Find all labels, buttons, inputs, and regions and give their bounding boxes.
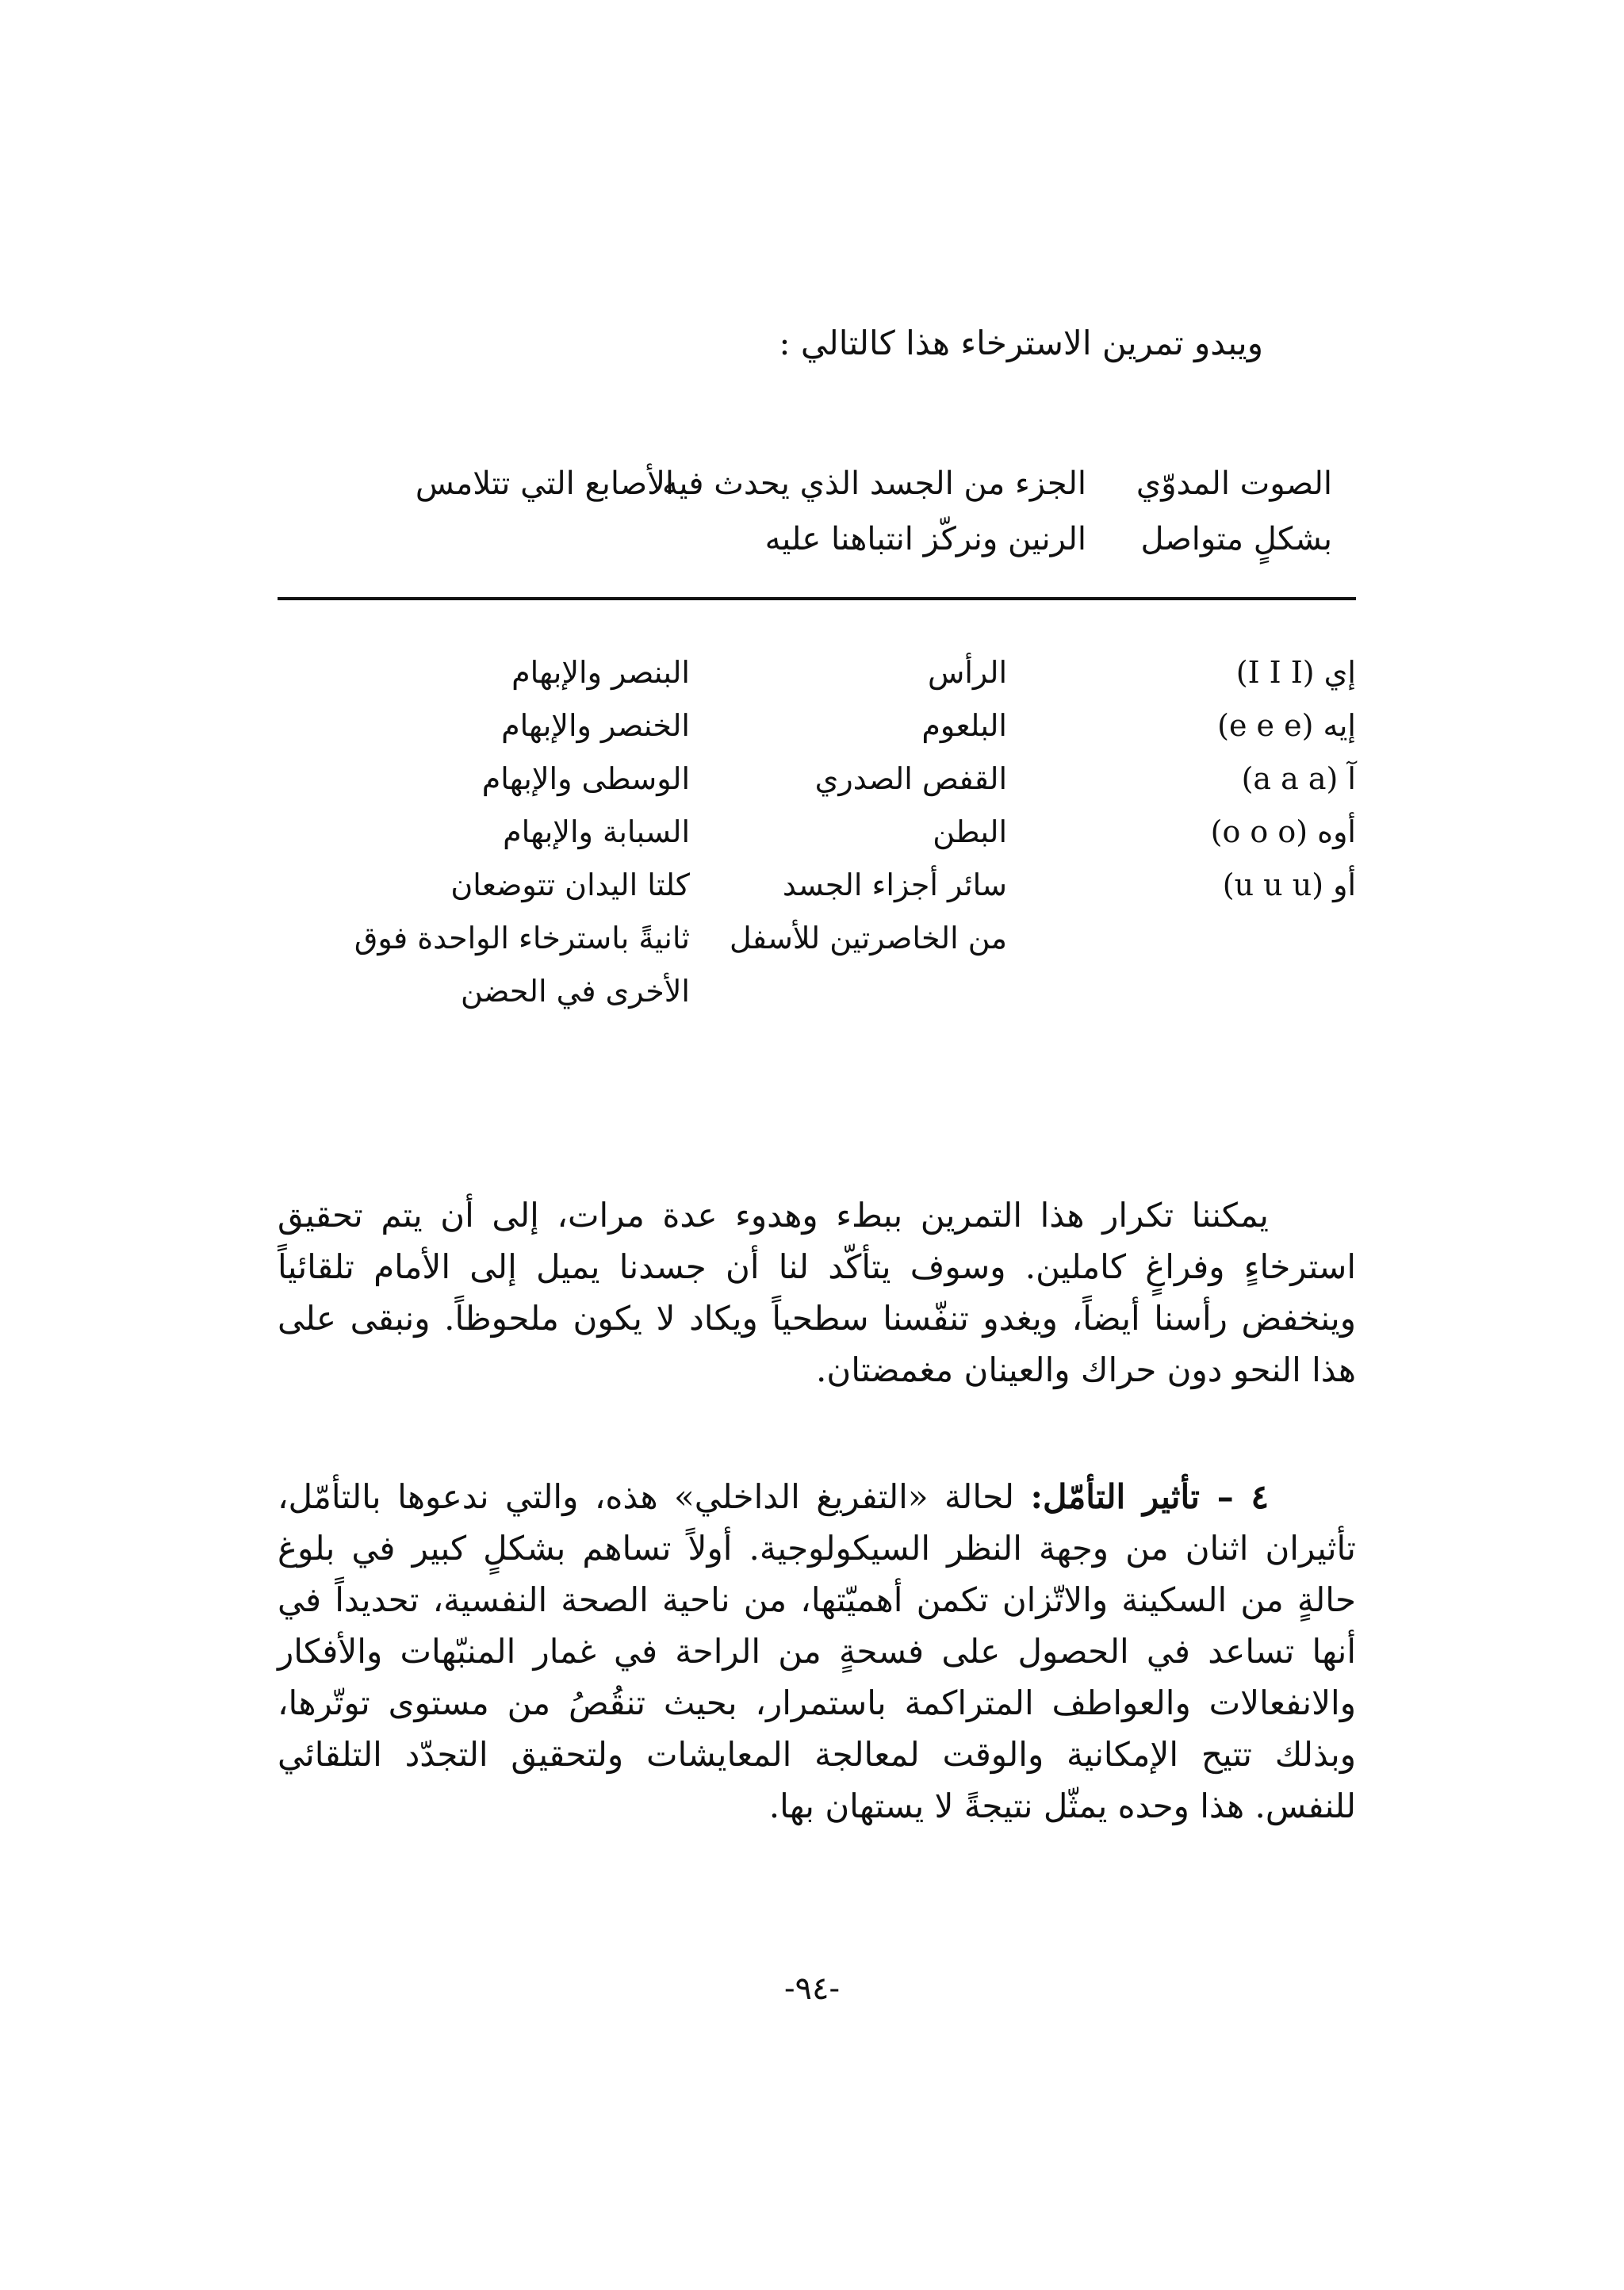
paragraph-relaxation: يمكننا تكرار هذا التمرين ببطء وهدوء عدة مرات، إلى أن يتم تحقيق استرخاءٍ وفراغٍ كاملين. وسوف يتأكّد لنا أن جسدنا يميل إلى الأمام تلقائياً وينخفض رأسنا أيضاً، ويغدو تنفّسنا سطحياً ويكاد لا يكون ملحوظاً. ونبقى على هذا النحو دون حراك والعينان مغمضتان. [278, 1196, 1356, 1389]
paragraph-meditation-text: لحالة «التفريغ الداخلي» هذه، والتي ندعوها بالتأمّل، تأثيران اثنان من وجهة النظر السيكولوجية. أولاً تساهم بشكلٍ كبير في بلوغ حالةٍ من السكينة والاتّزان تكمن أهميّتها، من ناحية الصحة النفسية، تحديداً في أنها تساعد في الحصول على فسحةٍ من الراحة في غمار المنبّهات والأفكار والانفعالات والعواطف المتراكمة باستمرار، بحيث تنقُصُ من مستوى توتّرها، وبذلك تتيح الإمكانية والوقت لمعالجة المعايشات ولتحقيق التجدّد التلقائي للنفس. هذا وحده يمثّل نتيجةً لا يستهان بها. [278, 1477, 1356, 1825]
relaxation-table [278, 456, 1356, 1009]
table-row [278, 699, 1356, 752]
row-fingers: الخنصر والإبهام [501, 708, 690, 743]
section-heading: ٤ – تأثير التأمّل: [1030, 1477, 1269, 1516]
table-row [278, 752, 1356, 806]
row-sound: أوه (o o o) [1210, 814, 1356, 849]
row-fingers: الوسطى والإبهام [481, 761, 690, 796]
row-sound: أو (u u u) [1222, 867, 1356, 902]
table-row [278, 859, 1356, 912]
header-divider [278, 597, 1356, 600]
table-body [278, 646, 1356, 1023]
table-row-continuation [278, 912, 1356, 1023]
header-sound-line2: بشكلٍ متواصل [1140, 521, 1332, 557]
table-row [278, 646, 1356, 699]
row-sound: إيه (e e e) [1217, 708, 1356, 743]
row-body-part: الرأس [927, 655, 1007, 690]
header-fingers-text: الأصابع التي تتلامس [415, 465, 674, 502]
row-fingers: كلتا اليدان تتوضعان [450, 867, 690, 902]
paragraph-meditation [278, 1471, 1356, 1832]
header-sound-line1: الصوت المدوّي [1136, 465, 1332, 502]
row-sound: آ (a a a) [1241, 761, 1356, 796]
page-number: -٩٤- [784, 1970, 840, 2007]
row-body-part-continuation: من الخاصرتين للأسفل [730, 921, 1007, 955]
row-sound: إي (I I I) [1235, 655, 1356, 690]
row-body-part: البلعوم [921, 708, 1007, 743]
header-body-line2: الرنين ونركّز انتباهنا عليه [764, 521, 1086, 557]
row-fingers: البنصر والإبهام [511, 655, 690, 690]
header-sound [1136, 456, 1332, 567]
table-row [278, 806, 1356, 859]
row-fingers-continuation: ثانيةً باسترخاء الواحدة فوق الأخرى في الحضن [354, 921, 690, 1009]
row-body-part: سائر أجزاء الجسد [782, 867, 1007, 902]
table-header [278, 456, 1356, 595]
header-body-part [662, 456, 1086, 567]
row-body-part: البطن [933, 814, 1007, 849]
header-fingers [416, 456, 674, 511]
row-body-part: القفص الصدري [814, 761, 1007, 796]
header-body-line1: الجزء من الجسد الذي يحدث فيه [661, 465, 1086, 502]
intro-text: ويبدو تمرين الاسترخاء هذا كالتالي : [779, 324, 1263, 362]
row-fingers: السبابة والإبهام [503, 814, 690, 849]
